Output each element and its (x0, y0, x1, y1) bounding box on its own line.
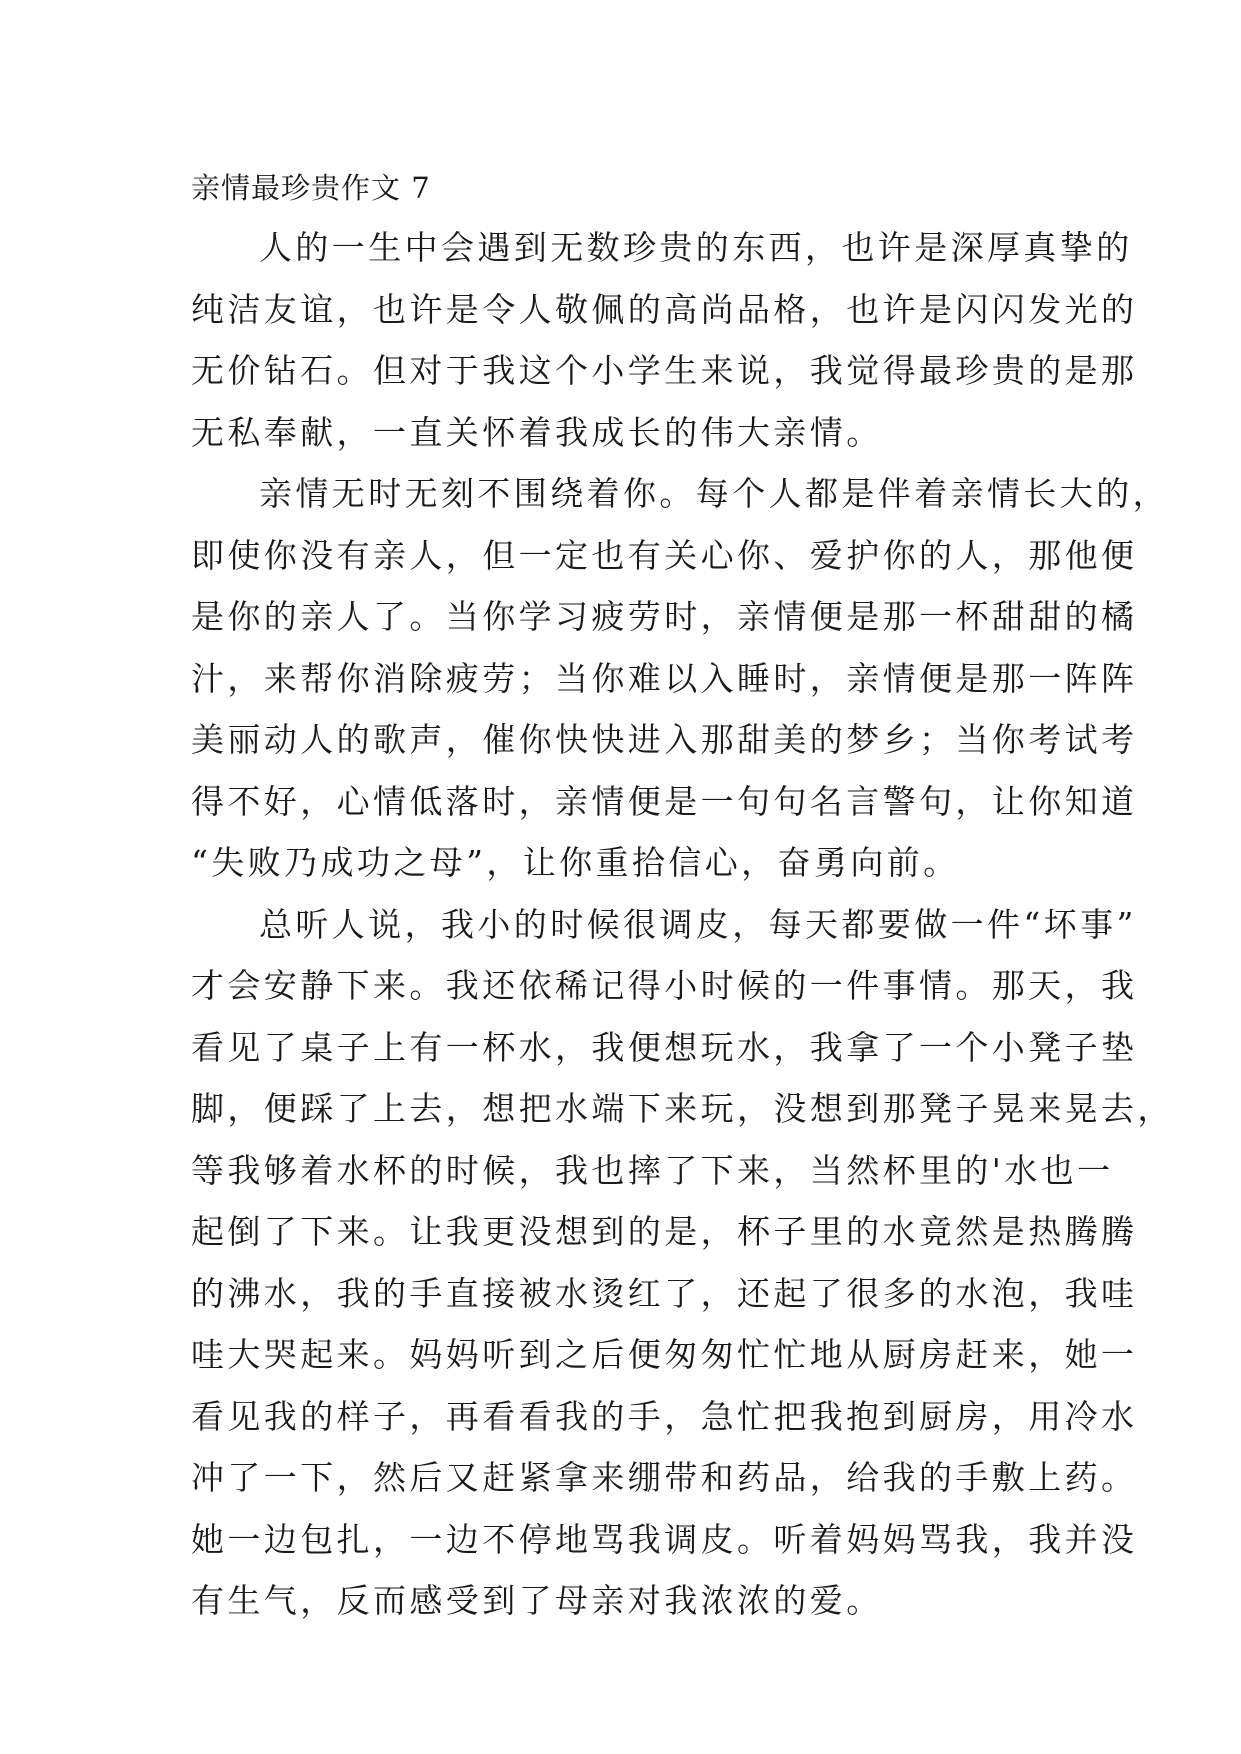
text-line: 看见了桌子上有一杯水，我便想玩水，我拿了一个小凳子垫 (191, 1027, 1138, 1067)
text-line: 得不好，心情低落时，亲情便是一句句名言警句，让你知道 (191, 781, 1138, 821)
text-line: 才会安静下来。我还依稀记得小时候的一件事情。那天，我 (191, 966, 1138, 1005)
text-line: “失败乃成功之母”，让你重拾信心，奋勇向前。 (191, 843, 960, 882)
text-line: 美丽动人的歌声，催你快快进入那甜美的梦乡；当你考试考 (191, 720, 1138, 759)
text-line: 等我够着水杯的时候，我也摔了下来，当然杯里的'水也一 (191, 1150, 1114, 1190)
text-line: 无私奉献，一直关怀着我成长的伟大亲情。 (191, 412, 883, 452)
text-line: 看见我的样子，再看看我的手，急忙把我抱到厨房，用冷水 (191, 1396, 1138, 1436)
text-line: 她一边包扎，一边不停地骂我调皮。听着妈妈骂我，我并没 (191, 1519, 1138, 1559)
text-line: 有生气，反而感受到了母亲对我浓浓的爱。 (191, 1581, 883, 1620)
text-line: 纯洁友谊，也许是令人敬佩的高尚品格，也许是闪闪发光的 (191, 289, 1138, 329)
document-title: 亲情最珍贵作文 7 (191, 171, 431, 205)
text-line: 冲了一下，然后又赶紧拿来绷带和药品，给我的手敷上药。 (191, 1458, 1138, 1497)
text-line: 脚，便踩了上去，想把水端下来玩，没想到那凳子晃来晃去， (191, 1089, 1174, 1128)
document-body (191, 217, 1174, 1632)
text-line: 总听人说，我小的时候很调皮，每天都要做一件“坏事” (259, 904, 1137, 944)
text-line: 即使你没有亲人，但一定也有关心你、爱护你的人，那他便 (191, 535, 1138, 575)
text-line: 亲情无时无刻不围绕着你。每个人都是伴着亲情长大的， (259, 474, 1169, 513)
paragraph-3 (191, 894, 1174, 1632)
paragraph-1 (191, 217, 1138, 463)
text-line: 汁，来帮你消除疲劳；当你难以入睡时，亲情便是那一阵阵 (191, 658, 1138, 698)
text-line: 的沸水，我的手直接被水烫红了，还起了很多的水泡，我哇 (191, 1273, 1138, 1313)
paragraph-2 (191, 463, 1169, 894)
text-line: 是你的亲人了。当你学习疲劳时，亲情便是那一杯甜甜的橘 (191, 597, 1138, 636)
text-line: 无价钻石。但对于我这个小学生来说，我觉得最珍贵的是那 (191, 351, 1138, 390)
text-line: 哇大哭起来。妈妈听到之后便匆匆忙忙地从厨房赶来，她一 (191, 1335, 1138, 1374)
text-line: 起倒了下来。让我更没想到的是，杯子里的水竟然是热腾腾 (191, 1212, 1138, 1251)
text-line: 人的一生中会遇到无数珍贵的东西，也许是深厚真挚的 (259, 228, 1133, 267)
